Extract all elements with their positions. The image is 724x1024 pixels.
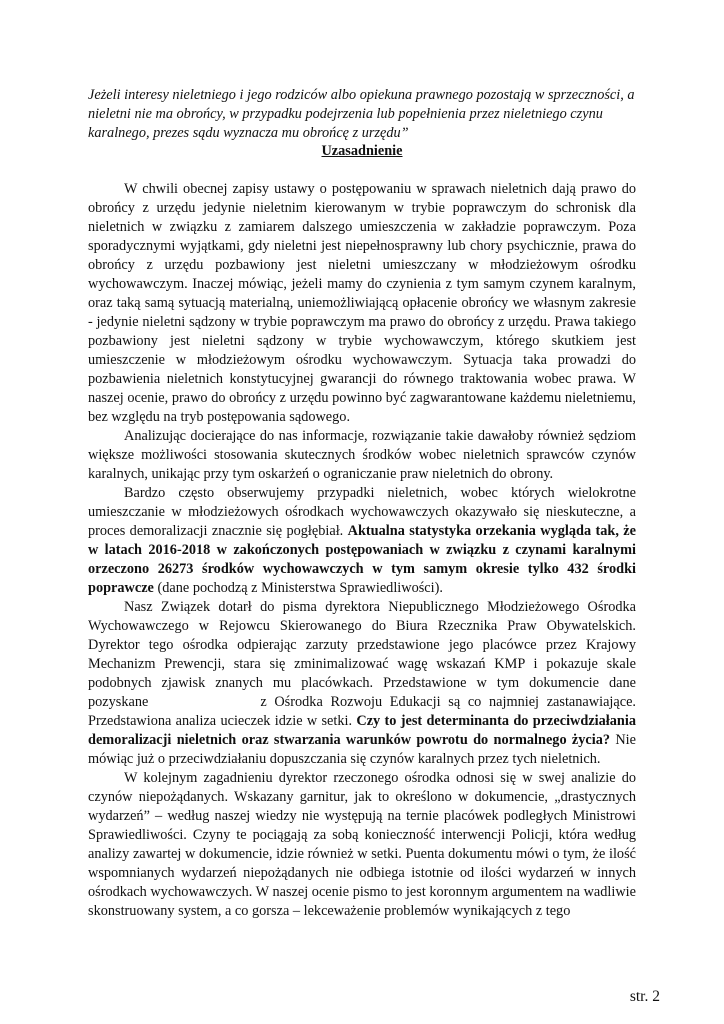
paragraph-4-text-continued: z Ośrodka Rozwoju Edukacji są co najmniej zastanawiające. Przedstawiona analiza ucieczek idzie w setki. bbox=[88, 694, 636, 729]
page-number: str. 2 bbox=[629, 988, 660, 1005]
paragraph-4-question: Czy to jest determinanta do przeciwdziałania demoralizacji nieletnich oraz stwarzania warunków powrotu do normalnego życia? bbox=[88, 713, 636, 748]
paragraph-5: W kolejnym zagadnieniu dyrektor rzeczonego ośrodka odnosi się w swej analizie do czynów niepożądanych. Wskazany garnitur, jak to określono w dokumencie, „drastycznych wydarzeń” – według naszej wiedzy nie występują na ternie placówek podległych Ministrowi Sprawiedliwości. Czyny te pociągają za sobą konieczność interwencji Policji, która według analizy zawartej w dokumencie, idzie również w setki. Puenta dokumentu mówi o tym, że ilość wspomnianych wydarzeń niepożądanych nie odbiega istotnie od ilości wydarzeń w innych ośrodkach wychowawczych. W naszej ocenie pismo to jest koronnym argumentem na wadliwie skonstruowany system, a co gorsza – lekceważenie problemów wynikających z tego bbox=[88, 770, 636, 919]
paragraph-1: W chwili obecnej zapisy ustawy o postępowaniu w sprawach nieletnich dają prawo do obrońcy z urzędu jedynie nieletnim kierowanym w trybie poprawczym do schronisk dla nieletnich w związku z zamiarem dalszego umieszczenia w zakładzie poprawczym. Poza sporadycznymi wyjątkami, gdy nieletni jest niepełnosprawny lub chory psychicznie, prawa do obrońcy z urzędu pozbawiony jest nieletni umieszczany w młodzieżowym ośrodku wychowawczym. Inaczej mówiąc, jeżeli mamy do czynienia z tym samym czynem karalnym, oraz taką samą sytuacją materialną, uniemożliwiającą opłacenie obrońcy we własnym zakresie - jedynie nieletni sądzony w trybie poprawczym ma prawo do obrońcy z urzędu. Prawa takiego pozbawiony jest nieletni sądzony w trybie wychowawczym, którego skutkiem jest umieszczenie w młodzieżowym ośrodku wychowawczym. Sytuacja taka prowadzi do pozbawienia nieletnich konstytucyjnej gwarancji do równego traktowania wobec prawa. W naszej ocenie, prawo do obrońcy z urzędu powinno być zagwarantowane każdemu nieletniemu, bez względu na tryb postępowania sądowego. bbox=[88, 181, 636, 425]
paragraph-3 bbox=[88, 484, 636, 598]
section-heading: Uzasadnienie bbox=[321, 143, 403, 159]
paragraph-3-emphasis: Aktualna statystyka orzekania wygląda tak, że w latach 2016-2018 w zakończonych postępowaniach w związku z czynami karalnymi orzeczono 26273 środków wychowawczych w tym samym okresie tylko 432 środki poprawcze bbox=[88, 523, 636, 596]
justification-body bbox=[88, 180, 636, 921]
paragraph-4-text: Nasz Związek dotarł do pisma dyrektora Niepublicznego Młodzieżowego Ośrodka Wychowawczego w Rejowcu Skierowanego do Biura Rzecznika Praw Obywatelskich. Dyrektor tego ośrodka odpierając zarzuty przedstawione jego placówce przez Krajowy Mechanizm Prewencji, stara się zminimalizować wagę wskazań KMP i pokazuje skale podobnych zjawisk znanych mu placówkach. Przedstawione w tym dokumencie dane pozyskane bbox=[88, 599, 636, 710]
paragraph-4 bbox=[88, 598, 636, 769]
quoted-provision: Jeżeli interesy nieletniego i jego rodziców albo opiekuna prawnego pozostają w sprzeczności, a nieletni nie ma obrońcy, w przypadku podejrzenia lub popełnienia przez nieletniego czynu karalnego, prezes sądu wyznacza mu obrońcę z urzędu” bbox=[88, 87, 635, 141]
paragraph-3-text: Bardzo często obserwujemy przypadki nieletnich, wobec których wielokrotne umieszczanie w młodzieżowych ośrodkach wychowawczych okazywało się nieskuteczne, a proces demoralizacji znacznie się pogłębiał. bbox=[88, 485, 636, 539]
paragraph-2: Analizując docierające do nas informacje, rozwiązanie takie dawałoby również sędziom większe możliwości stosowania skutecznych środków wobec nieletnich sprawców czynów karalnych, unikając przy tym oskarżeń o ograniczanie praw nieletnich do obrony. bbox=[88, 428, 636, 482]
paragraph-4-closing: Nie mówiąc już o przeciwdziałaniu dopuszczania się czynów karalnych przez tych nieletnich. bbox=[88, 732, 636, 767]
paragraph-3-source: (dane pochodzą z Ministerstwa Sprawiedliwości). bbox=[153, 580, 443, 596]
